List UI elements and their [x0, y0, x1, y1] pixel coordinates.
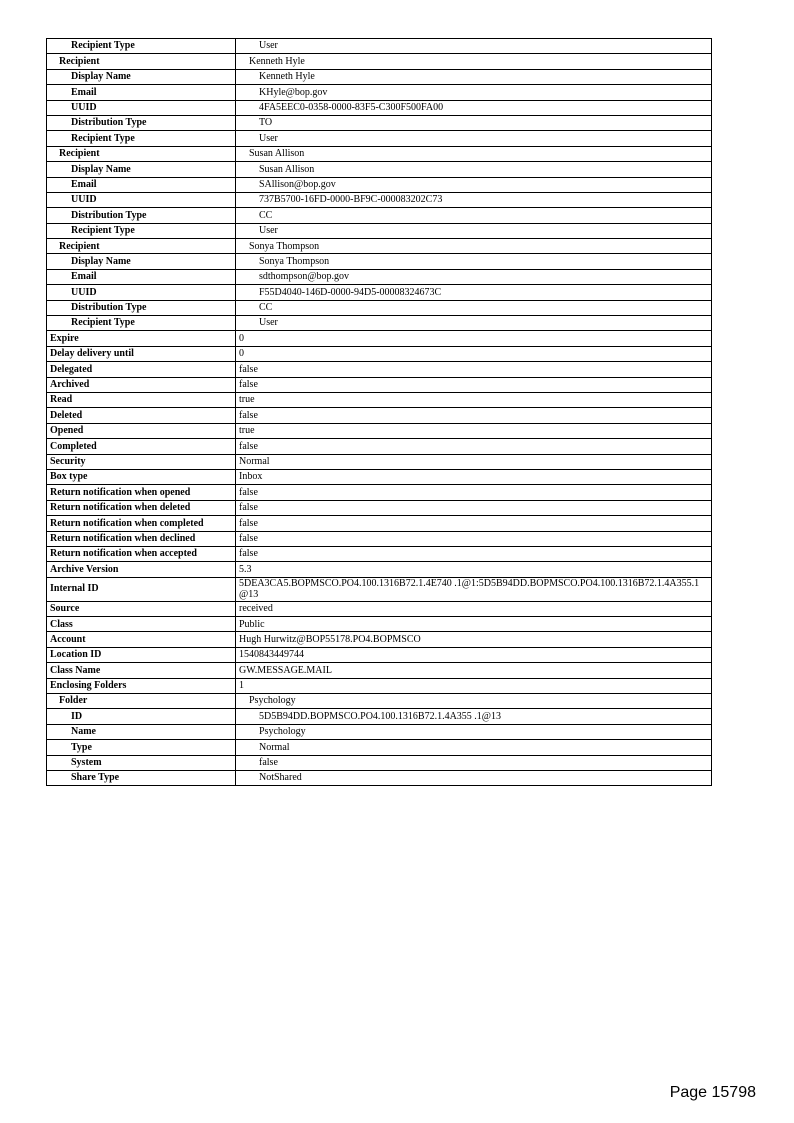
- table-row: [47, 162, 712, 177]
- property-value: NotShared: [236, 770, 712, 785]
- property-key: Return notification when accepted: [47, 546, 236, 561]
- table-row: [47, 439, 712, 454]
- table-row: [47, 632, 712, 647]
- table-row: [47, 39, 712, 54]
- property-value: false: [236, 755, 712, 770]
- table-row: [47, 469, 712, 484]
- property-key: Security: [47, 454, 236, 469]
- property-value: KHyle@bop.gov: [236, 85, 712, 100]
- property-value: SAllison@bop.gov: [236, 177, 712, 192]
- properties-table: [46, 38, 712, 786]
- table-row: [47, 85, 712, 100]
- property-value: false: [236, 377, 712, 392]
- property-key: UUID: [47, 285, 236, 300]
- property-value: 0: [236, 331, 712, 346]
- property-key: Recipient: [47, 239, 236, 254]
- property-key: Delay delivery until: [47, 346, 236, 361]
- property-value: GW.MESSAGE.MAIL: [236, 663, 712, 678]
- property-value: false: [236, 500, 712, 515]
- page-number: Page 15798: [669, 1084, 756, 1101]
- property-value: User: [236, 316, 712, 331]
- table-row: [47, 601, 712, 616]
- property-key: UUID: [47, 100, 236, 115]
- property-key: Share Type: [47, 770, 236, 785]
- property-value: Inbox: [236, 469, 712, 484]
- property-value: false: [236, 362, 712, 377]
- table-row: [47, 131, 712, 146]
- property-value: CC: [236, 208, 712, 223]
- property-key: Display Name: [47, 254, 236, 269]
- property-value: 0: [236, 346, 712, 361]
- table-row: [47, 346, 712, 361]
- property-key: Class: [47, 617, 236, 632]
- property-key: Expire: [47, 331, 236, 346]
- table-row: [47, 362, 712, 377]
- property-value: true: [236, 423, 712, 438]
- table-row: [47, 285, 712, 300]
- property-value: Psychology: [236, 694, 712, 709]
- property-value: false: [236, 531, 712, 546]
- table-row: [47, 223, 712, 238]
- property-key: Return notification when deleted: [47, 500, 236, 515]
- property-key: Recipient: [47, 54, 236, 69]
- property-key: Delegated: [47, 362, 236, 377]
- property-value: received: [236, 601, 712, 616]
- property-value: false: [236, 439, 712, 454]
- property-value: User: [236, 39, 712, 54]
- property-value: Normal: [236, 454, 712, 469]
- property-key: Archived: [47, 377, 236, 392]
- property-value: 5D5B94DD.BOPMSCO.PO4.100.1316B72.1.4A355 .1@13: [236, 709, 712, 724]
- table-row: [47, 100, 712, 115]
- table-row: [47, 146, 712, 161]
- table-row: [47, 408, 712, 423]
- table-row: [47, 69, 712, 84]
- table-row: [47, 239, 712, 254]
- table-row: [47, 192, 712, 207]
- property-key: Internal ID: [47, 577, 236, 601]
- property-value: 1: [236, 678, 712, 693]
- property-value: Sonya Thompson: [236, 239, 712, 254]
- property-value: false: [236, 485, 712, 500]
- property-key: Recipient: [47, 146, 236, 161]
- property-value: Kenneth Hyle: [236, 54, 712, 69]
- property-key: Name: [47, 724, 236, 739]
- table-row: [47, 647, 712, 662]
- table-row: [47, 392, 712, 407]
- property-key: System: [47, 755, 236, 770]
- property-value: Kenneth Hyle: [236, 69, 712, 84]
- property-key: Email: [47, 85, 236, 100]
- property-key: Read: [47, 392, 236, 407]
- property-value: Sonya Thompson: [236, 254, 712, 269]
- property-value: Psychology: [236, 724, 712, 739]
- table-row: [47, 115, 712, 130]
- table-row: [47, 300, 712, 315]
- property-value: 4FA5EEC0-0358-0000-83F5-C300F500FA00: [236, 100, 712, 115]
- table-row: [47, 177, 712, 192]
- property-key: Opened: [47, 423, 236, 438]
- property-value: TO: [236, 115, 712, 130]
- property-key: Return notification when completed: [47, 516, 236, 531]
- property-key: Return notification when declined: [47, 531, 236, 546]
- property-key: Return notification when opened: [47, 485, 236, 500]
- property-value: Normal: [236, 740, 712, 755]
- property-key: Deleted: [47, 408, 236, 423]
- property-value: Susan Allison: [236, 146, 712, 161]
- property-key: Display Name: [47, 162, 236, 177]
- property-key: Distribution Type: [47, 208, 236, 223]
- property-key: Recipient Type: [47, 316, 236, 331]
- table-row: [47, 663, 712, 678]
- property-value: 737B5700-16FD-0000-BF9C-000083202C73: [236, 192, 712, 207]
- property-key: Source: [47, 601, 236, 616]
- table-row: [47, 331, 712, 346]
- property-value: 5DEA3CA5.BOPMSCO.PO4.100.1316B72.1.4E740 .1@1:5D5B94DD.BOPMSCO.PO4.100.1316B72.1.4A355.1@13: [236, 577, 712, 601]
- property-value: false: [236, 408, 712, 423]
- property-key: Email: [47, 269, 236, 284]
- table-row: [47, 500, 712, 515]
- property-key: Archive Version: [47, 562, 236, 577]
- property-key: Recipient Type: [47, 223, 236, 238]
- property-value: sdthompson@bop.gov: [236, 269, 712, 284]
- property-value: 1540843449744: [236, 647, 712, 662]
- table-row: [47, 516, 712, 531]
- table-row: [47, 485, 712, 500]
- table-row: [47, 531, 712, 546]
- property-value: Susan Allison: [236, 162, 712, 177]
- table-row: [47, 678, 712, 693]
- property-key: Completed: [47, 439, 236, 454]
- property-value: User: [236, 223, 712, 238]
- property-key: ID: [47, 709, 236, 724]
- property-key: Folder: [47, 694, 236, 709]
- table-row: [47, 423, 712, 438]
- property-key: Type: [47, 740, 236, 755]
- table-row: [47, 546, 712, 561]
- table-row: [47, 316, 712, 331]
- property-value: false: [236, 516, 712, 531]
- property-value: User: [236, 131, 712, 146]
- properties-table-body: [47, 39, 712, 786]
- property-key: Box type: [47, 469, 236, 484]
- property-value: 5.3: [236, 562, 712, 577]
- property-key: Display Name: [47, 69, 236, 84]
- property-key: Recipient Type: [47, 39, 236, 54]
- table-row: [47, 617, 712, 632]
- property-key: Email: [47, 177, 236, 192]
- property-key: Location ID: [47, 647, 236, 662]
- table-row: [47, 562, 712, 577]
- property-value: Public: [236, 617, 712, 632]
- table-row: [47, 577, 712, 601]
- property-key: Distribution Type: [47, 115, 236, 130]
- property-key: Class Name: [47, 663, 236, 678]
- table-row: [47, 208, 712, 223]
- table-row: [47, 755, 712, 770]
- table-row: [47, 54, 712, 69]
- table-row: [47, 454, 712, 469]
- property-value: false: [236, 546, 712, 561]
- property-value: Hugh Hurwitz@BOP55178.PO4.BOPMSCO: [236, 632, 712, 647]
- table-row: [47, 269, 712, 284]
- table-row: [47, 254, 712, 269]
- property-value: F55D4040-146D-0000-94D5-00008324673C: [236, 285, 712, 300]
- property-key: Distribution Type: [47, 300, 236, 315]
- property-value: CC: [236, 300, 712, 315]
- property-key: Account: [47, 632, 236, 647]
- table-row: [47, 740, 712, 755]
- table-row: [47, 377, 712, 392]
- property-value: true: [236, 392, 712, 407]
- property-key: Enclosing Folders: [47, 678, 236, 693]
- property-key: UUID: [47, 192, 236, 207]
- property-key: Recipient Type: [47, 131, 236, 146]
- table-row: [47, 724, 712, 739]
- table-row: [47, 709, 712, 724]
- table-row: [47, 694, 712, 709]
- table-row: [47, 770, 712, 785]
